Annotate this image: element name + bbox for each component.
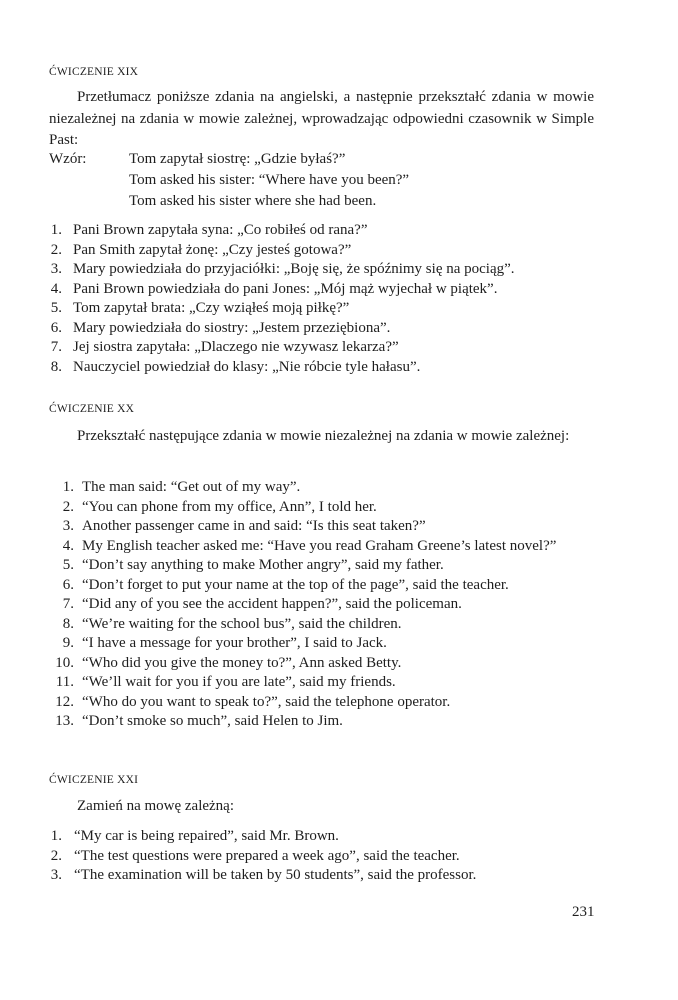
item-text: Pan Smith zapytał żonę: „Czy jesteś gotowa?” — [73, 241, 352, 258]
item-number: 5. — [62, 557, 74, 573]
item-text: “You can phone from my office, Ann”, I told her. — [82, 498, 377, 515]
item-number: 8. — [62, 615, 74, 632]
exercise-19-instruction-text: Przetłumacz poniższe zdania na angielski, a następnie przekształć zdania w mowie niezależnej na zdania w mowie zależnej, wprowadzając odpowiedni czasownik w Simple Past: — [49, 89, 594, 148]
list-item — [49, 693, 609, 713]
item-text: “Don’t forget to put your name at the top of the page”, said the teacher. — [82, 576, 509, 593]
item-text: Another passenger came in and said: “Is this seat taken?” — [82, 518, 426, 534]
list-item — [49, 517, 609, 537]
model-line-2: Tom asked his sister: “Where have you been?” — [129, 172, 410, 188]
item-number: 2. — [50, 847, 62, 864]
item-number: 1. — [50, 828, 62, 844]
list-item — [49, 221, 609, 241]
list-item — [49, 358, 609, 378]
list-item — [49, 537, 609, 557]
exercise-20-instruction — [49, 426, 594, 448]
item-number: 7. — [62, 596, 74, 612]
item-number: 6. — [50, 319, 62, 336]
list-item — [49, 712, 609, 732]
list-item — [49, 615, 609, 635]
item-text: “Don’t say anything to make Mother angry”, said my father. — [82, 557, 444, 573]
exercise-21-heading: ĆWICZENIE XXI — [49, 774, 139, 786]
exercise-20-heading: ĆWICZENIE XX — [49, 403, 135, 415]
item-text: “We’ll wait for you if you are late”, said my friends. — [82, 674, 396, 690]
exercise-21-list — [49, 827, 609, 886]
list-item — [49, 673, 609, 693]
list-item — [49, 319, 609, 339]
item-number: 1. — [50, 222, 62, 238]
list-item — [49, 576, 609, 596]
item-text: “My car is being repaired”, said Mr. Brown. — [74, 828, 339, 844]
item-number: 8. — [50, 358, 62, 375]
list-item — [49, 654, 609, 674]
item-text: “I have a message for your brother”, I said to Jack. — [82, 635, 387, 651]
exercise-21-instruction — [49, 796, 594, 818]
item-number: 10. — [55, 654, 74, 671]
item-number: 1. — [62, 479, 74, 495]
list-item — [49, 827, 609, 847]
list-item — [49, 847, 609, 867]
list-item — [49, 260, 609, 280]
list-item — [49, 866, 609, 886]
item-number: 2. — [62, 498, 74, 515]
item-number: 4. — [62, 537, 74, 554]
item-number: 9. — [62, 635, 74, 651]
exercise-19-instruction — [49, 87, 594, 152]
item-text: Pani Brown powiedziała do pani Jones: „Mój mąż wyjechał w piątek”. — [73, 280, 498, 297]
item-text: “Who did you give the money to?”, Ann asked Betty. — [82, 654, 402, 671]
list-item — [49, 556, 609, 576]
item-text: Mary powiedziała do siostry: „Jestem przeziębiona”. — [73, 319, 391, 336]
list-item — [49, 280, 609, 300]
exercise-19-heading: ĆWICZENIE XIX — [49, 66, 139, 78]
item-number: 7. — [50, 339, 62, 355]
list-item — [49, 338, 609, 358]
item-number: 11. — [55, 674, 74, 690]
model-label: Wzór: — [49, 151, 87, 167]
exercise-20-instruction-text: Przekształć następujące zdania w mowie niezależnej na zdania w mowie zależnej: — [77, 428, 570, 444]
exercise-21-instruction-text: Zamień na mowę zależną: — [77, 798, 235, 814]
list-item — [49, 634, 609, 654]
page-number: 231 — [572, 904, 595, 920]
item-number: 3. — [62, 518, 74, 534]
list-item — [49, 299, 609, 319]
list-item — [49, 595, 609, 615]
item-number: 3. — [50, 261, 62, 277]
exercise-19-list — [49, 221, 609, 377]
item-text: The man said: “Get out of my way”. — [82, 479, 301, 495]
item-text: “Don’t smoke so much”, said Helen to Jim. — [82, 713, 343, 729]
item-number: 5. — [50, 300, 62, 316]
item-text: Nauczyciel powiedział do klasy: „Nie róbcie tyle hałasu”. — [73, 358, 421, 375]
item-text: “The test questions were prepared a week ago”, said the teacher. — [74, 847, 460, 864]
item-number: 4. — [50, 280, 62, 297]
item-text: Jej siostra zapytała: „Dlaczego nie wzywasz lekarza?” — [73, 339, 399, 355]
item-number: 12. — [55, 693, 74, 710]
item-number: 6. — [62, 576, 74, 593]
item-number: 13. — [55, 713, 74, 729]
model-line-1: Tom zapytał siostrę: „Gdzie byłaś?” — [129, 151, 346, 167]
item-text: Pani Brown zapytała syna: „Co robiłeś od rana?” — [73, 222, 368, 238]
item-text: “We’re waiting for the school bus”, said the children. — [82, 615, 402, 632]
item-text: Mary powiedziała do przyjaciółki: „Boję się, że spóźnimy się na pociąg”. — [73, 261, 515, 277]
item-number: 3. — [50, 867, 62, 883]
item-text: “Did any of you see the accident happen?”, said the policeman. — [82, 596, 462, 612]
model-line-3: Tom asked his sister where she had been. — [129, 193, 377, 209]
item-number: 2. — [50, 241, 62, 258]
exercise-20-list — [49, 478, 609, 732]
list-item — [49, 478, 609, 498]
list-item — [49, 498, 609, 518]
item-text: “Who do you want to speak to?”, said the telephone operator. — [82, 693, 451, 710]
list-item — [49, 241, 609, 261]
item-text: My English teacher asked me: “Have you read Graham Greene’s latest novel?” — [82, 537, 557, 554]
item-text: “The examination will be taken by 50 students”, said the professor. — [74, 867, 477, 883]
item-text: Tom zapytał brata: „Czy wziąłeś moją piłkę?” — [73, 300, 350, 316]
